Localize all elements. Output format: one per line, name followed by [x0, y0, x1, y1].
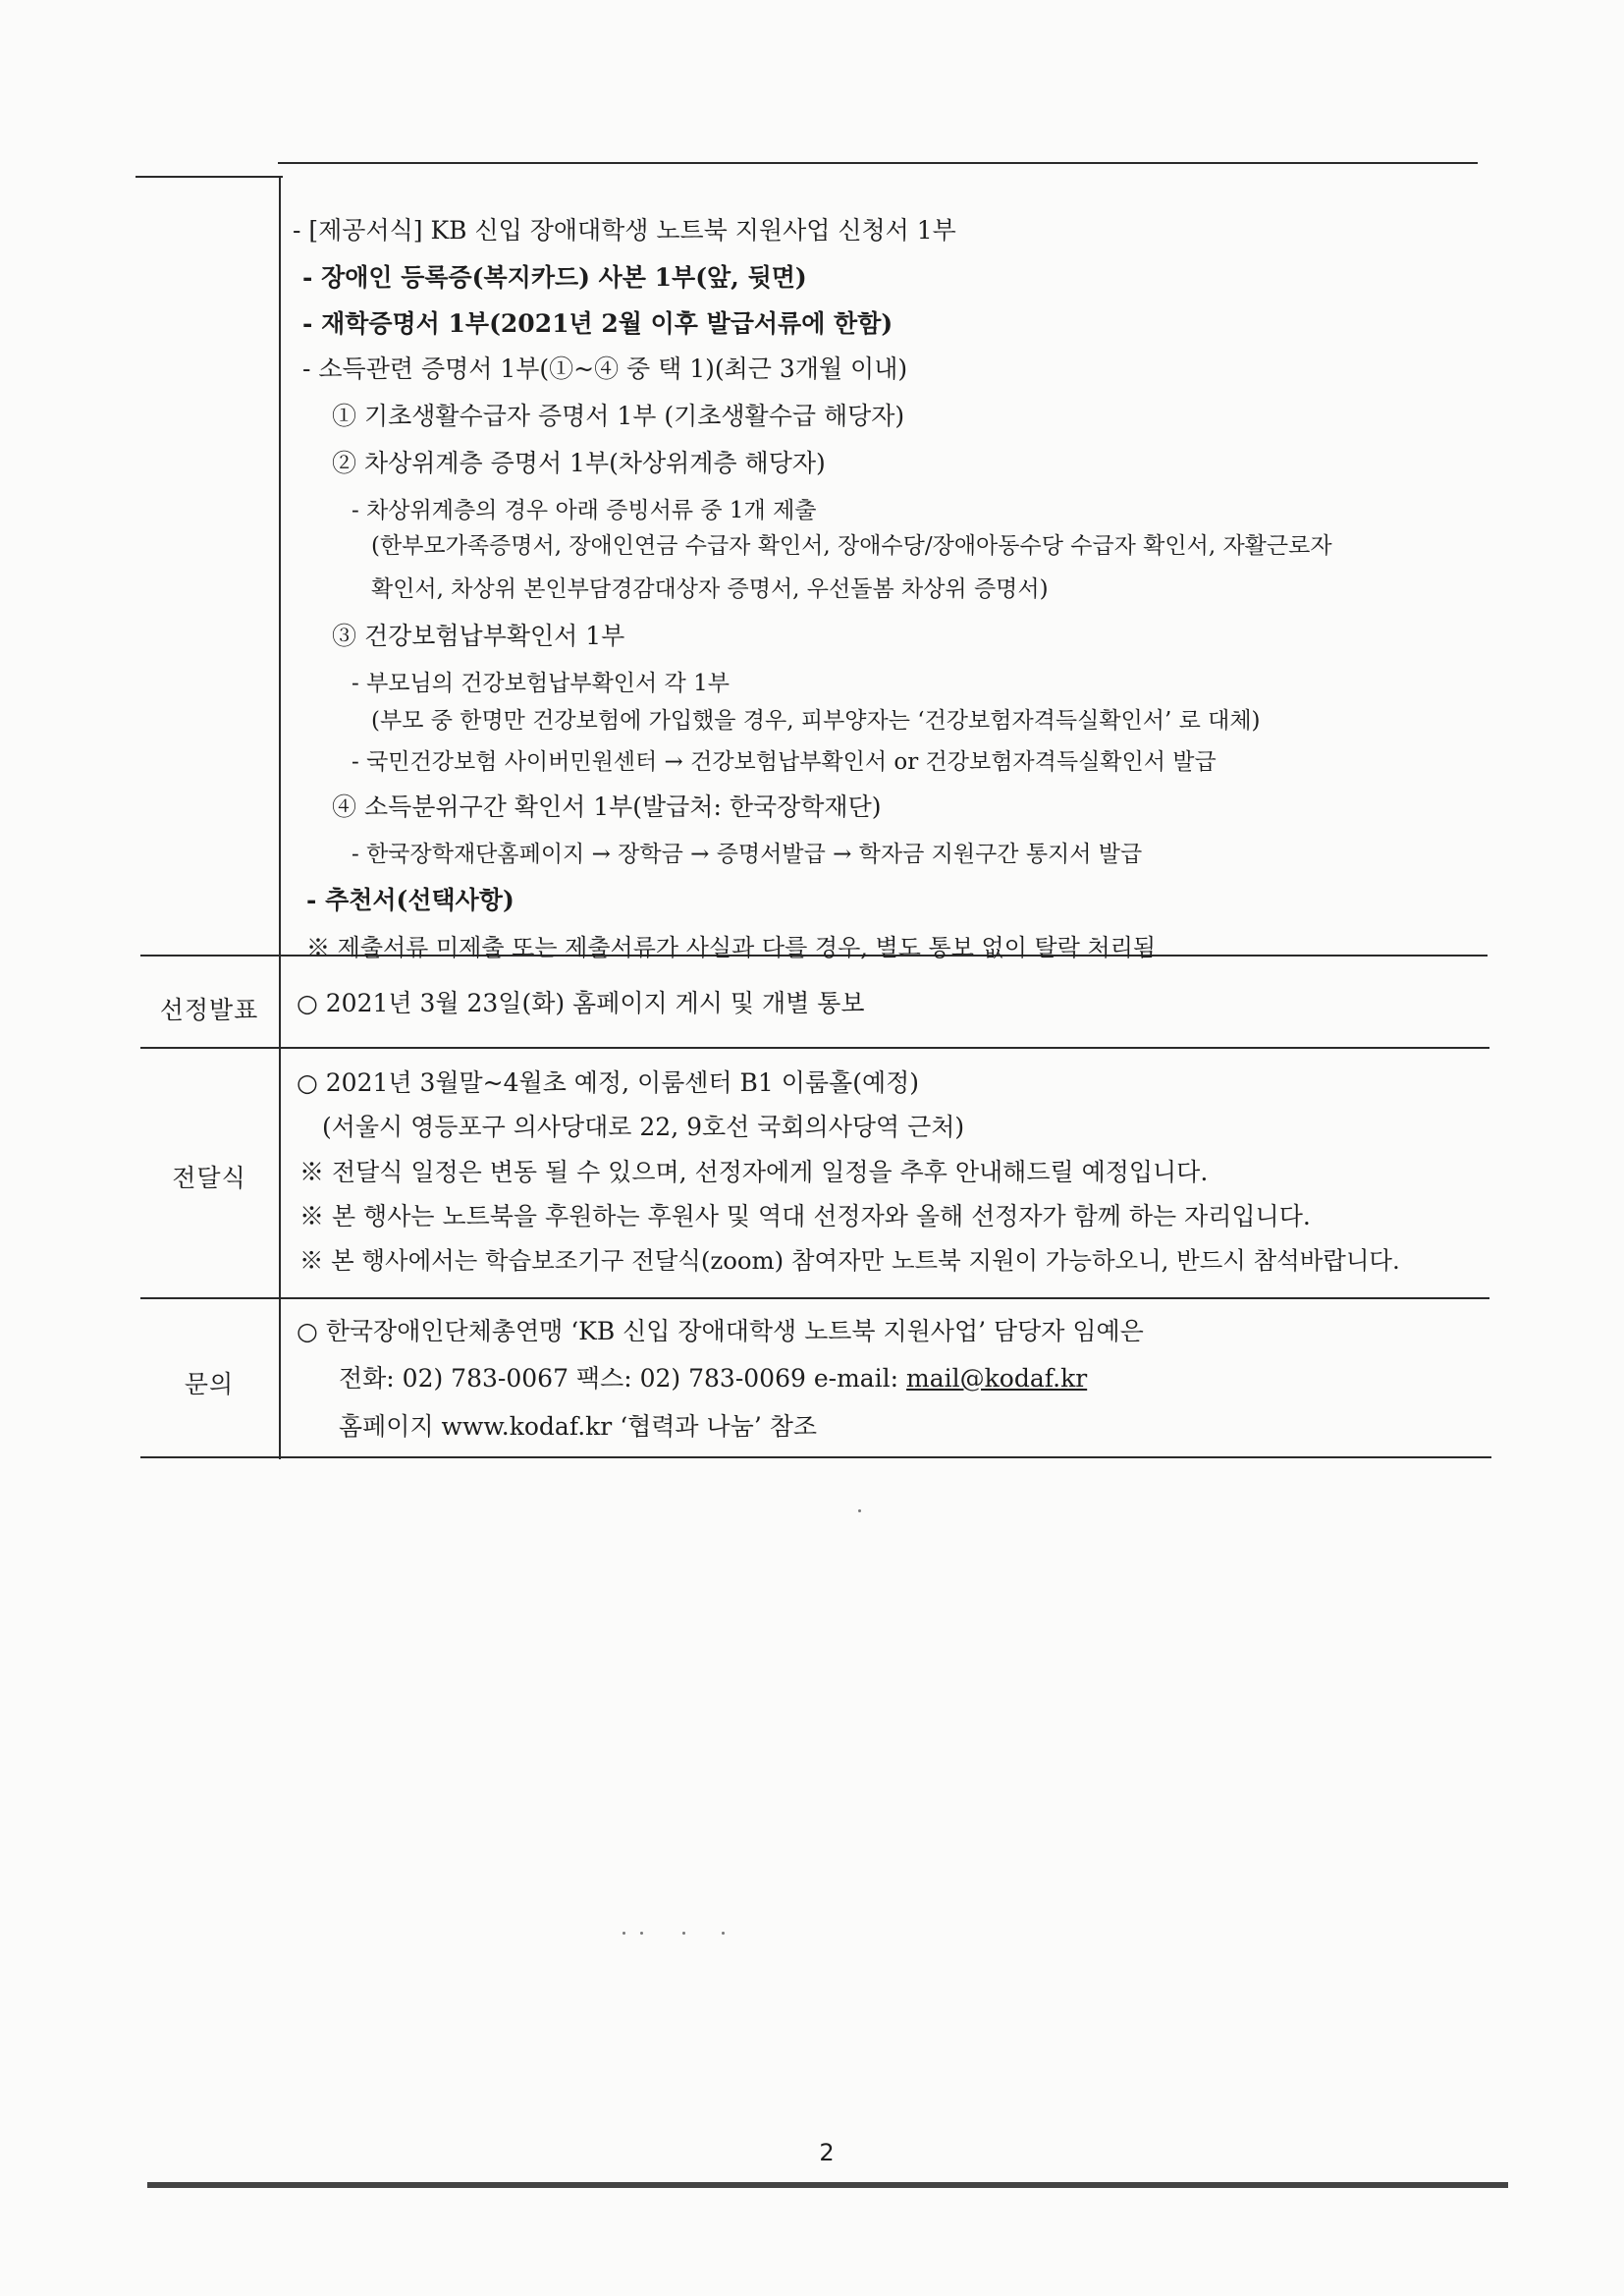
scan-speck: [640, 1932, 643, 1935]
doc-line-near-poverty-list-2: 확인서, 차상위 본인부담경감대상자 증명서, 우선돌봄 차상위 증명서): [371, 576, 1049, 602]
doc-line-near-poverty-note: - 차상위계층의 경우 아래 증빙서류 중 1개 제출: [352, 498, 817, 523]
selection-announcement-text: ○ 2021년 3월 23일(화) 홈페이지 게시 및 개별 통보: [297, 989, 865, 1017]
ceremony-address: (서울시 영등포구 의사당대로 22, 9호선 국회의사당역 근처): [322, 1113, 965, 1141]
table-bottom-rule: [140, 1456, 1491, 1458]
doc-line-health-insurance: ③ 건강보험납부확인서 1부: [332, 622, 625, 650]
ceremony-label: 전달식: [172, 1164, 246, 1192]
inquiry-phone-fax-email: [339, 1362, 1087, 1395]
scan-speck: [682, 1932, 685, 1935]
table-column-divider: [279, 176, 281, 1459]
ceremony-note-attendance: ※ 본 행사에서는 학습보조기구 전달식(zoom) 참여자만 노트북 지원이 가능하오니, 반드시 참석바랍니다.: [299, 1246, 1400, 1275]
doc-line-insurance-substitute: (부모 중 한명만 건강보험에 가입했을 경우, 피부양자는 ‘건강보험자격득실확인서’ 로 대체): [371, 708, 1261, 734]
doc-line-application-form: - [제공서식] KB 신입 장애대학생 노트북 지원사업 신청서 1부: [293, 216, 956, 245]
doc-line-near-poverty: ② 차상위계층 증명서 1부(차상위계층 해당자): [332, 449, 826, 477]
selection-label: 선정발표: [159, 996, 259, 1024]
doc-line-basic-livelihood: ① 기초생활수급자 증명서 1부 (기초생활수급 해당자): [332, 402, 905, 430]
inquiry-label: 문의: [184, 1370, 235, 1398]
doc-line-insurance-issue: - 국민건강보험 사이버민원센터 → 건강보험납부확인서 or 건강보험자격득실확인서 발급: [352, 749, 1217, 775]
doc-line-income-certificate: - 소득관련 증명서 1부(①~④ 중 택 1)(최근 3개월 이내): [302, 355, 908, 383]
inquiry-homepage: 홈페이지 www.kodaf.kr ‘협력과 나눔’ 참조: [339, 1412, 818, 1441]
ceremony-note-attendees: ※ 본 행사는 노트북을 후원하는 후원사 및 역대 선정자와 올해 선정자가 함께 하는 자리입니다.: [299, 1202, 1311, 1230]
page-number: 2: [819, 2139, 835, 2166]
doc-line-disability-card: - 장애인 등록증(복지카드) 사본 1부(앞, 뒷면): [302, 263, 807, 292]
inquiry-phone-fax: 전화: 02) 783-0067 팩스: 02) 783-0069 e-mail:: [339, 1364, 907, 1393]
scan-speck: [858, 1509, 861, 1512]
inquiry-contact-person: ○ 한국장애인단체총연맹 ‘KB 신입 장애대학생 노트북 지원사업’ 담당자 임예은: [297, 1317, 1144, 1345]
scan-speck: [623, 1932, 625, 1935]
doc-line-parents-insurance: - 부모님의 건강보험납부확인서 각 1부: [352, 671, 730, 696]
ceremony-note-schedule: ※ 전달식 일정은 변동 될 수 있으며, 선정자에게 일정을 추후 안내해드릴 예정입니다.: [299, 1158, 1209, 1186]
doc-line-income-bracket: ④ 소득분위구간 확인서 1부(발급처: 한국장학재단): [332, 793, 882, 821]
row-divider-selection: [140, 1047, 1489, 1049]
doc-line-scholarship-issue: - 한국장학재단홈페이지 → 장학금 → 증명서발급 → 학자금 지원구간 통지서 발급: [352, 842, 1143, 867]
footer-rule: [147, 2182, 1508, 2188]
row-divider-ceremony: [140, 1297, 1489, 1299]
doc-line-recommendation: - 추천서(선택사항): [306, 886, 514, 914]
ceremony-date-venue: ○ 2021년 3월말~4월초 예정, 이룸센터 B1 이룸홀(예정): [297, 1068, 920, 1097]
doc-line-disqualification-note: ※ 제출서류 미제출 또는 제출서류가 사실과 다를 경우, 별도 통보 없이 탈락 처리됨: [306, 934, 1157, 961]
table-top-rule: [278, 162, 1478, 164]
doc-line-near-poverty-list-1: (한부모가족증명서, 장애인연금 수급자 확인서, 장애수당/장애아동수당 수급자 확인서, 자활근로자: [371, 533, 1332, 559]
scan-speck: [722, 1932, 725, 1935]
table-top-left-rule: [135, 176, 283, 178]
doc-line-enrollment-certificate: - 재학증명서 1부(2021년 2월 이후 발급서류에 한함): [302, 309, 893, 338]
inquiry-email-link[interactable]: mail@kodaf.kr: [906, 1364, 1088, 1393]
